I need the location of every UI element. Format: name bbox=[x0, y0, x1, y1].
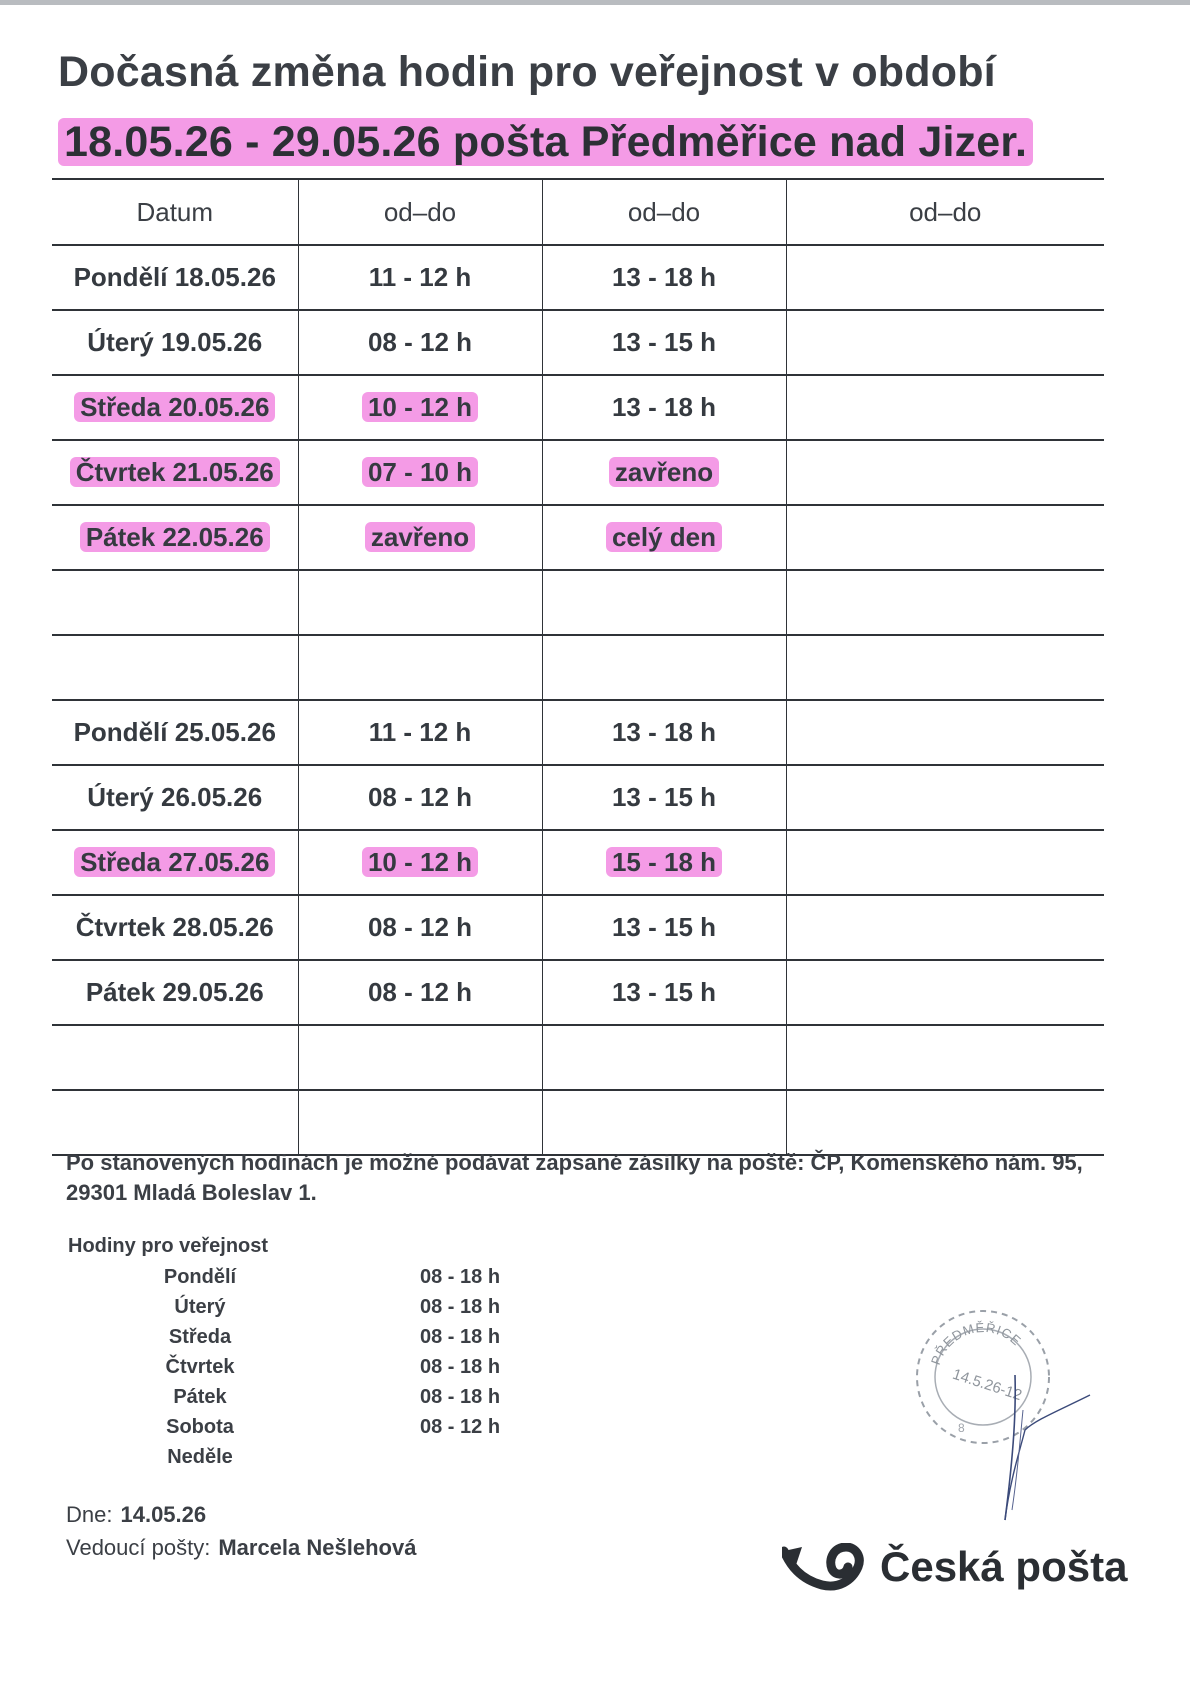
issue-date-label: Dne: bbox=[66, 1502, 113, 1527]
row-interval-3 bbox=[786, 310, 1104, 375]
table-row bbox=[52, 960, 1104, 1025]
row-interval-3 bbox=[786, 570, 1104, 635]
after-hours-note: Po stanovených hodinách je možné podávat zapsané zásilky na poště: ČP, Komenského nám. 95, 29301 Mladá Boleslav 1. bbox=[66, 1150, 1083, 1205]
row-interval-1: 10 - 12 h bbox=[298, 375, 542, 440]
row-interval-1 bbox=[298, 570, 542, 635]
row-date: Pondělí 18.05.26 bbox=[52, 245, 298, 310]
row-interval-2: 13 - 15 h bbox=[542, 895, 786, 960]
manager bbox=[66, 1535, 416, 1561]
list-item bbox=[130, 1352, 550, 1382]
row-interval-3 bbox=[786, 700, 1104, 765]
manager-name: Marcela Nešlehová bbox=[218, 1535, 417, 1560]
row-date: Čtvrtek 28.05.26 bbox=[52, 895, 298, 960]
row-interval-3 bbox=[786, 635, 1104, 700]
row-date: Středa 27.05.26 bbox=[52, 830, 298, 895]
row-interval-1 bbox=[298, 1025, 542, 1090]
row-interval-3 bbox=[786, 1025, 1104, 1090]
scan-top-edge bbox=[0, 0, 1190, 5]
table-row bbox=[52, 310, 1104, 375]
row-date bbox=[52, 1025, 298, 1090]
row-interval-3 bbox=[786, 245, 1104, 310]
row-interval-3 bbox=[786, 765, 1104, 830]
row-interval-2: 15 - 18 h bbox=[542, 830, 786, 895]
table-row bbox=[52, 245, 1104, 310]
svg-text:8: 8 bbox=[958, 1421, 965, 1435]
table-row bbox=[52, 700, 1104, 765]
table-row bbox=[52, 440, 1104, 505]
row-interval-2: 13 - 15 h bbox=[542, 765, 786, 830]
row-date: Pátek 22.05.26 bbox=[52, 505, 298, 570]
row-date bbox=[52, 1090, 298, 1155]
table-row bbox=[52, 570, 1104, 635]
list-item bbox=[130, 1322, 550, 1352]
day-name: Čtvrtek bbox=[165, 1355, 235, 1378]
day-name: Sobota bbox=[166, 1415, 234, 1438]
list-item bbox=[130, 1382, 550, 1412]
table-row bbox=[52, 1090, 1104, 1155]
row-interval-3 bbox=[786, 830, 1104, 895]
day-hours: 08 - 18 h bbox=[420, 1385, 501, 1408]
schedule-header-row bbox=[52, 179, 1104, 245]
header-interval-3: od–do bbox=[786, 179, 1104, 245]
row-interval-1: 08 - 12 h bbox=[298, 960, 542, 1025]
table-row bbox=[52, 830, 1104, 895]
manager-label: Vedoucí pošty: bbox=[66, 1535, 211, 1560]
posthorn-logo-icon bbox=[782, 1543, 868, 1591]
day-hours: 08 - 18 h bbox=[420, 1265, 501, 1288]
row-interval-1: 11 - 12 h bbox=[298, 700, 542, 765]
row-interval-2: 13 - 18 h bbox=[542, 245, 786, 310]
row-interval-3 bbox=[786, 375, 1104, 440]
page-title-line-2 bbox=[58, 118, 1033, 167]
header-date: Datum bbox=[52, 179, 298, 245]
table-row bbox=[52, 1025, 1104, 1090]
day-hours bbox=[270, 1442, 550, 1472]
row-interval-1: 11 - 12 h bbox=[298, 245, 542, 310]
row-interval-3 bbox=[786, 505, 1104, 570]
regular-hours-title: Hodiny pro veřejnost bbox=[68, 1235, 269, 1257]
table-row bbox=[52, 895, 1104, 960]
row-interval-3 bbox=[786, 440, 1104, 505]
table-row bbox=[52, 375, 1104, 440]
row-interval-1 bbox=[298, 635, 542, 700]
row-date: Středa 20.05.26 bbox=[52, 375, 298, 440]
day-name: Pondělí bbox=[163, 1265, 237, 1288]
list-item bbox=[130, 1412, 550, 1442]
row-interval-1: 07 - 10 h bbox=[298, 440, 542, 505]
list-item bbox=[130, 1442, 550, 1472]
row-date bbox=[52, 635, 298, 700]
table-row bbox=[52, 635, 1104, 700]
day-hours: 08 - 18 h bbox=[420, 1295, 501, 1318]
header-interval-2: od–do bbox=[542, 179, 786, 245]
schedule-table bbox=[52, 178, 1104, 1156]
svg-text:PŘEDMĚŘICE: PŘEDMĚŘICE bbox=[927, 1319, 1025, 1367]
row-interval-1: zavřeno bbox=[298, 505, 542, 570]
row-date: Čtvrtek 21.05.26 bbox=[52, 440, 298, 505]
row-interval-1: 10 - 12 h bbox=[298, 830, 542, 895]
row-interval-1 bbox=[298, 1090, 542, 1155]
list-item bbox=[130, 1262, 550, 1292]
row-interval-2 bbox=[542, 635, 786, 700]
day-name: Pátek bbox=[173, 1385, 227, 1408]
table-row bbox=[52, 765, 1104, 830]
title-highlight: 18.05.26 - 29.05.26 pošta Předměřice nad Jizer. bbox=[58, 118, 1033, 166]
row-date: Pondělí 25.05.26 bbox=[52, 700, 298, 765]
logo-text: Česká pošta bbox=[880, 1543, 1128, 1590]
issue-date bbox=[66, 1502, 206, 1528]
row-interval-3 bbox=[786, 1090, 1104, 1155]
row-interval-2: 13 - 18 h bbox=[542, 375, 786, 440]
ceska-posta-logo bbox=[782, 1537, 1127, 1597]
row-interval-2 bbox=[542, 1025, 786, 1090]
row-interval-1: 08 - 12 h bbox=[298, 895, 542, 960]
svg-text:14.5.26-12: 14.5.26-12 bbox=[950, 1365, 1024, 1405]
row-interval-2 bbox=[542, 1090, 786, 1155]
header-interval-1: od–do bbox=[298, 179, 542, 245]
row-interval-2: 13 - 15 h bbox=[542, 960, 786, 1025]
signature-icon bbox=[990, 1370, 1100, 1540]
row-interval-2: 13 - 15 h bbox=[542, 310, 786, 375]
row-interval-1: 08 - 12 h bbox=[298, 310, 542, 375]
row-date: Pátek 29.05.26 bbox=[52, 960, 298, 1025]
row-interval-2: celý den bbox=[542, 505, 786, 570]
day-name: Úterý bbox=[174, 1295, 226, 1318]
row-interval-2: 13 - 18 h bbox=[542, 700, 786, 765]
table-row bbox=[52, 505, 1104, 570]
row-interval-1: 08 - 12 h bbox=[298, 765, 542, 830]
day-name: Neděle bbox=[167, 1445, 233, 1468]
day-hours: 08 - 18 h bbox=[420, 1355, 501, 1378]
day-hours: 08 - 12 h bbox=[420, 1415, 501, 1438]
day-name: Středa bbox=[168, 1325, 232, 1348]
day-hours: 08 - 18 h bbox=[420, 1325, 501, 1348]
row-date: Úterý 26.05.26 bbox=[52, 765, 298, 830]
regular-hours-table bbox=[130, 1262, 550, 1472]
row-date bbox=[52, 570, 298, 635]
row-date: Úterý 19.05.26 bbox=[52, 310, 298, 375]
row-interval-2 bbox=[542, 570, 786, 635]
issue-date-value: 14.05.26 bbox=[120, 1502, 207, 1527]
row-interval-2: zavřeno bbox=[542, 440, 786, 505]
row-interval-3 bbox=[786, 960, 1104, 1025]
list-item bbox=[130, 1292, 550, 1322]
row-interval-3 bbox=[786, 895, 1104, 960]
page-title-line-1: Dočasná změna hodin pro veřejnost v období bbox=[58, 48, 996, 96]
